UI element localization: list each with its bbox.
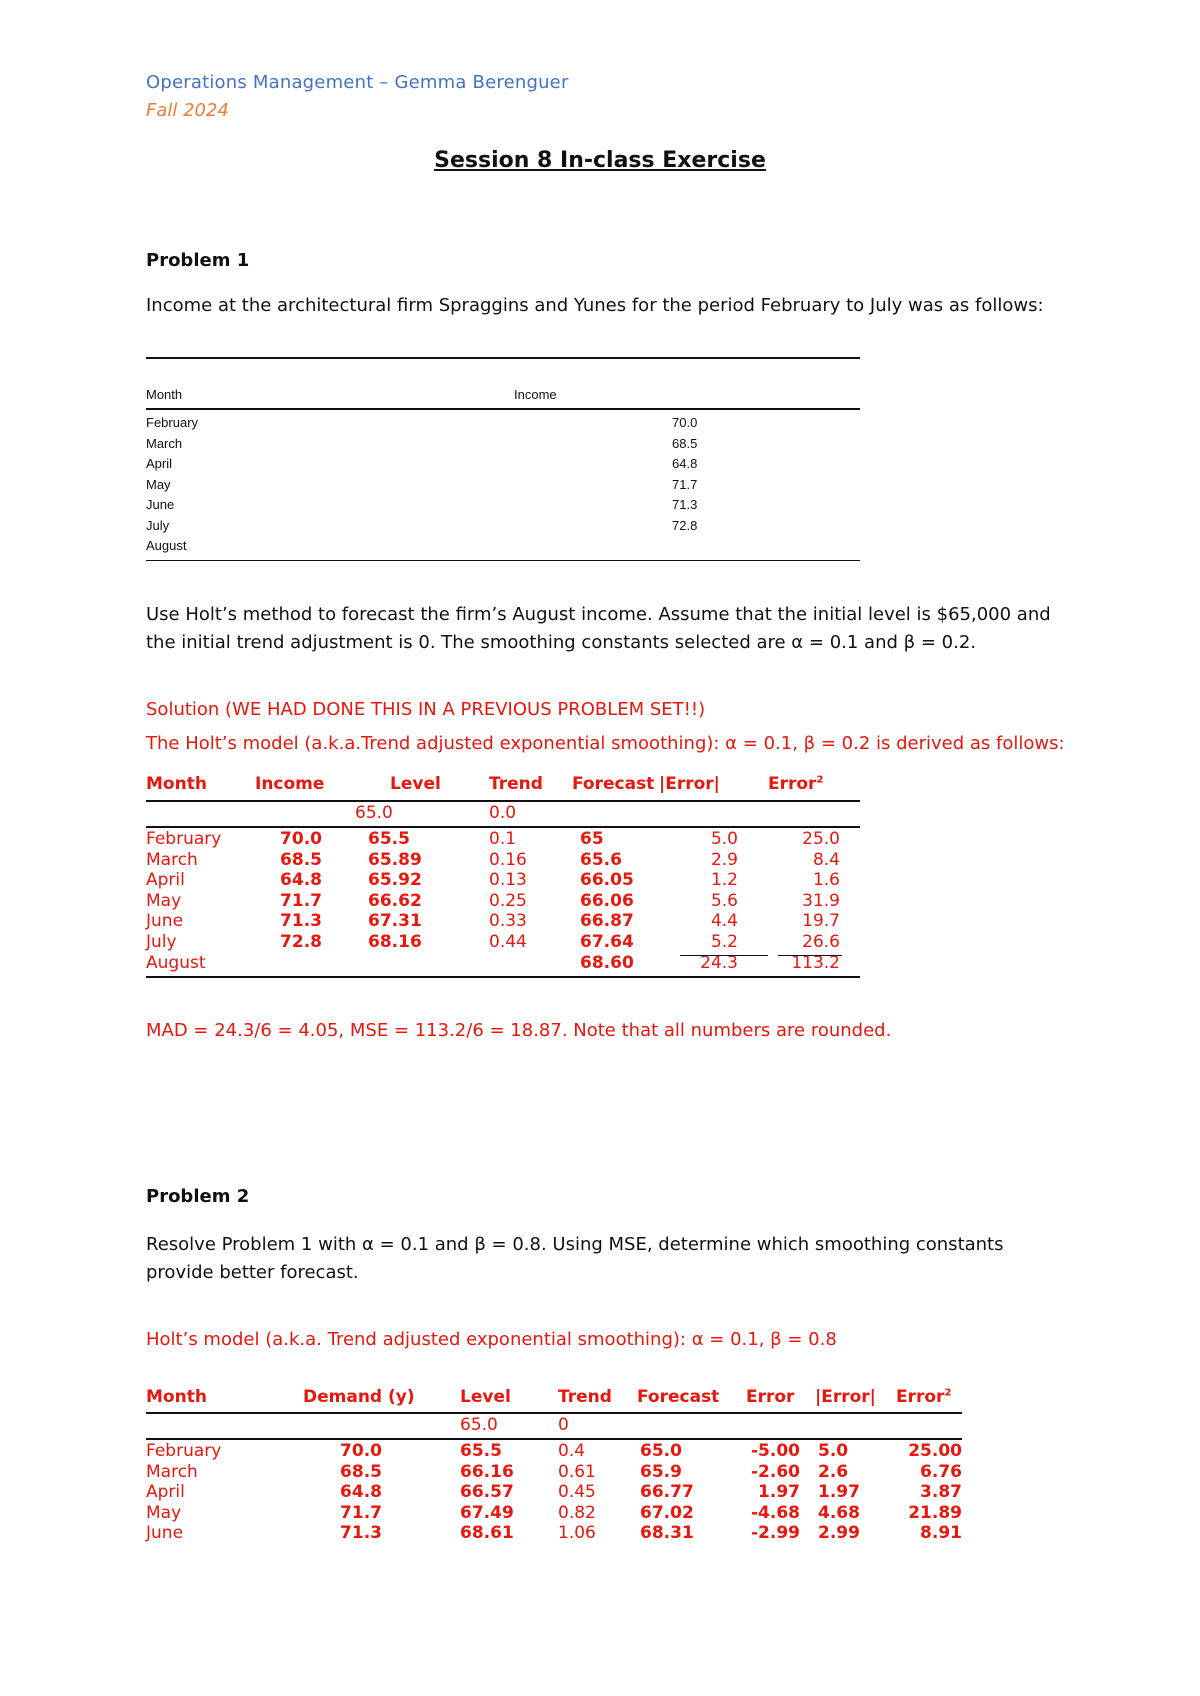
income-value-cell: 71.3 — [672, 497, 698, 512]
sol1-sq-error-cell: 31.9 — [802, 890, 840, 911]
sol1-forecast-cell: 66.05 — [580, 870, 634, 891]
problem2-model-line: Holt’s model (a.k.a. Trend adjusted exponential smoothing): α = 0.1, β = 0.8 — [146, 1329, 837, 1350]
sol1-header-level: Level — [390, 774, 441, 794]
sol1-trend-cell: 0.44 — [489, 932, 527, 952]
sol2-header-trend: Trend — [558, 1387, 612, 1407]
sol1-sq-error-cell: 1.6 — [812, 870, 840, 891]
solution-note: Solution (WE HAD DONE THIS IN A PREVIOUS PROBLEM SET!!) — [146, 699, 706, 720]
sol1-sq-error-cell: 25.0 — [802, 829, 840, 849]
sol1-header-month: Month — [146, 774, 207, 794]
sol1-forecast-cell: 65 — [580, 829, 604, 849]
problem2-question-line1: Resolve Problem 1 with α = 0.1 and β = 0.8. Using MSE, determine which smoothing constants — [146, 1234, 1004, 1255]
income-month-cell: July — [146, 517, 170, 533]
sol2-header-month: Month — [146, 1387, 207, 1407]
sol1-level-cell: 65.89 — [368, 849, 422, 870]
sol2-month-cell: April — [146, 1482, 185, 1503]
sol2-forecast-cell: 68.31 — [640, 1523, 694, 1544]
sol2-sq-error-cell: 6.76 — [920, 1461, 962, 1482]
page-title: Session 8 In-class Exercise — [434, 148, 766, 173]
sol2-sq-error-cell: 25.00 — [908, 1441, 962, 1461]
sol1-abs-error-cell: 5.2 — [710, 932, 738, 952]
sol2-level-cell: 67.49 — [460, 1502, 514, 1523]
problem2-question-line2: provide better forecast. — [146, 1262, 359, 1283]
sol1-month-cell: April — [146, 870, 185, 891]
sol2-forecast-cell: 65.0 — [640, 1441, 682, 1461]
sol2-header-sq-error: Error$^2$ — [896, 1387, 952, 1407]
sol2-level-cell: 68.61 — [460, 1523, 514, 1544]
sol2-abs-error-cell: 2.6 — [818, 1461, 849, 1482]
sol1-sq-error-cell: 113.2 — [791, 952, 840, 973]
sol2-month-cell: March — [146, 1461, 198, 1482]
sol1-level-cell: 65.92 — [368, 870, 422, 891]
sol2-level-cell: 66.16 — [460, 1461, 514, 1482]
sol2-demand-cell: 70.0 — [340, 1441, 382, 1461]
sol2-month-cell: February — [146, 1441, 222, 1461]
sol1-sq-error-cell: 19.7 — [802, 911, 840, 932]
sol1-income-cell: 70.0 — [280, 829, 322, 849]
sol1-abs-error-cell: 5.6 — [710, 890, 738, 911]
sol1-income-cell: 72.8 — [280, 932, 322, 952]
income-month-cell: August — [146, 538, 187, 553]
sol1-level-cell: 66.62 — [368, 890, 422, 911]
sol2-header-error: Error — [746, 1387, 795, 1407]
income-value-cell: 70.0 — [672, 415, 698, 430]
mad-mse-summary: MAD = 24.3/6 = 4.05, MSE = 113.2/6 = 18.87. Note that all numbers are rounded. — [146, 1020, 892, 1041]
sol1-header-income: Income — [255, 774, 325, 794]
sol2-error-cell: -4.68 — [751, 1502, 800, 1523]
sol2-level-cell: 65.5 — [460, 1441, 502, 1461]
sol2-header-demand: Demand (y) — [303, 1387, 415, 1407]
sol2-forecast-cell: 66.77 — [640, 1482, 694, 1503]
sol2-error-cell: -2.60 — [751, 1461, 800, 1482]
sol1-abs-error-cell: 4.4 — [710, 911, 738, 932]
sol1-forecast-cell: 68.60 — [580, 952, 634, 973]
income-month-cell: April — [146, 456, 173, 471]
income-month-cell: March — [146, 435, 183, 451]
sol2-level-cell: 66.57 — [460, 1482, 514, 1503]
problem2-heading: Problem 2 — [146, 1186, 250, 1207]
problem1-heading: Problem 1 — [146, 250, 250, 271]
income-table-header-month: Month — [146, 387, 183, 402]
sol2-demand-cell: 71.3 — [340, 1523, 382, 1544]
sol2-month-cell: June — [146, 1523, 184, 1544]
sol1-month-cell: May — [146, 890, 182, 911]
sol2-sq-error-cell: 8.91 — [920, 1523, 962, 1544]
problem1-question-line2: the initial trend adjustment is 0. The smoothing constants selected are α = 0.1 and β = 0.2. — [146, 632, 976, 653]
sol2-abs-error-cell: 5.0 — [818, 1441, 849, 1461]
sol1-forecast-cell: 66.87 — [580, 911, 634, 932]
sol2-sq-error-cell: 21.89 — [908, 1502, 962, 1523]
sol1-header-trend: Trend — [489, 774, 543, 794]
sol1-level-cell: 68.16 — [368, 932, 422, 952]
sol1-abs-error-cell: 5.0 — [710, 829, 738, 849]
sol2-month-cell: May — [146, 1502, 182, 1523]
sol2-demand-cell: 64.8 — [340, 1482, 382, 1503]
sol2-trend-cell: 1.06 — [558, 1523, 596, 1544]
sol2-demand-cell: 68.5 — [340, 1461, 382, 1482]
sol2-error-cell: -5.00 — [751, 1441, 800, 1461]
sol2-demand-cell: 71.7 — [340, 1502, 382, 1523]
sol2-abs-error-cell: 4.68 — [818, 1502, 860, 1523]
sol1-forecast-cell: 65.6 — [580, 849, 622, 870]
sol2-forecast-cell: 67.02 — [640, 1502, 694, 1523]
sol1-trend-cell: 0.25 — [489, 890, 527, 911]
sol1-trend-cell: 0.33 — [489, 911, 527, 932]
income-month-cell: May — [146, 476, 171, 492]
course-header: Operations Management – Gemma Berenguer — [146, 72, 569, 93]
income-value-cell: 71.7 — [672, 476, 698, 492]
sol2-trend-cell: 0.4 — [558, 1441, 586, 1461]
sol2-sq-error-cell: 3.87 — [920, 1482, 962, 1503]
income-month-cell: February — [146, 415, 199, 430]
sol2-header-abs-error: |Error| — [815, 1387, 876, 1407]
sol2-forecast-cell: 65.9 — [640, 1461, 682, 1482]
sol1-forecast-cell: 67.64 — [580, 932, 634, 952]
sol1-level-cell: 65.5 — [368, 829, 410, 849]
sol1-header-forecast: Forecast — [572, 774, 655, 794]
sol1-abs-error-cell: 24.3 — [700, 952, 738, 973]
sol2-trend-cell: 0.82 — [558, 1502, 596, 1523]
term-header: Fall 2024 — [146, 100, 229, 121]
sol1-trend-cell: 0.13 — [489, 870, 527, 891]
sol1-sq-error-cell: 26.6 — [802, 932, 840, 952]
sol1-income-cell: 64.8 — [280, 870, 322, 891]
sol2-error-cell: 1.97 — [758, 1482, 800, 1503]
sol2-header-level: Level — [460, 1387, 511, 1407]
sol2-initial-level: 65.0 — [460, 1415, 498, 1435]
sol1-month-cell: August — [146, 952, 206, 973]
sol2-abs-error-cell: 1.97 — [818, 1482, 860, 1503]
sol1-trend-cell: 0.16 — [489, 849, 527, 870]
sol1-sq-error-cell: 8.4 — [812, 849, 840, 870]
sol2-abs-error-cell: 2.99 — [818, 1523, 860, 1544]
solution-description: The Holt’s model (a.k.a.Trend adjusted exponential smoothing): α = 0.1, β = 0.2 is derived as follows: — [146, 733, 1065, 754]
sol1-initial-level: 65.0 — [355, 803, 393, 823]
sol1-header-sq-error: Error$^2$ — [768, 774, 824, 794]
income-value-cell: 72.8 — [672, 517, 698, 533]
sol1-income-cell: 71.7 — [280, 890, 322, 911]
income-table-header-income: Income — [514, 387, 557, 402]
sol2-header-forecast: Forecast — [637, 1387, 720, 1407]
sol1-abs-error-cell: 1.2 — [710, 870, 738, 891]
sol2-trend-cell: 0.45 — [558, 1482, 596, 1503]
sol1-trend-cell: 0.1 — [489, 829, 517, 849]
sol1-header-abs-error: |Error| — [659, 774, 720, 794]
income-value-cell: 64.8 — [672, 456, 698, 471]
problem1-question-line1: Use Holt’s method to forecast the firm’s August income. Assume that the initial level is $65,000 and — [146, 604, 1051, 625]
income-month-cell: June — [146, 497, 175, 512]
sol1-month-cell: July — [146, 932, 177, 952]
sol1-month-cell: February — [146, 829, 222, 849]
sol1-month-cell: March — [146, 849, 198, 870]
sol1-month-cell: June — [146, 911, 184, 932]
sol2-trend-cell: 0.61 — [558, 1461, 596, 1482]
problem1-intro: Income at the architectural firm Spraggins and Yunes for the period February to July was as follows: — [146, 295, 1044, 316]
sol2-initial-trend: 0 — [558, 1415, 569, 1435]
sol1-initial-trend: 0.0 — [489, 803, 517, 823]
income-value-cell: 68.5 — [672, 435, 698, 451]
sol1-income-cell: 71.3 — [280, 911, 322, 932]
sol2-error-cell: -2.99 — [751, 1523, 800, 1544]
sol1-abs-error-cell: 2.9 — [710, 849, 738, 870]
sol1-level-cell: 67.31 — [368, 911, 422, 932]
sol1-forecast-cell: 66.06 — [580, 890, 634, 911]
sol1-income-cell: 68.5 — [280, 849, 322, 870]
